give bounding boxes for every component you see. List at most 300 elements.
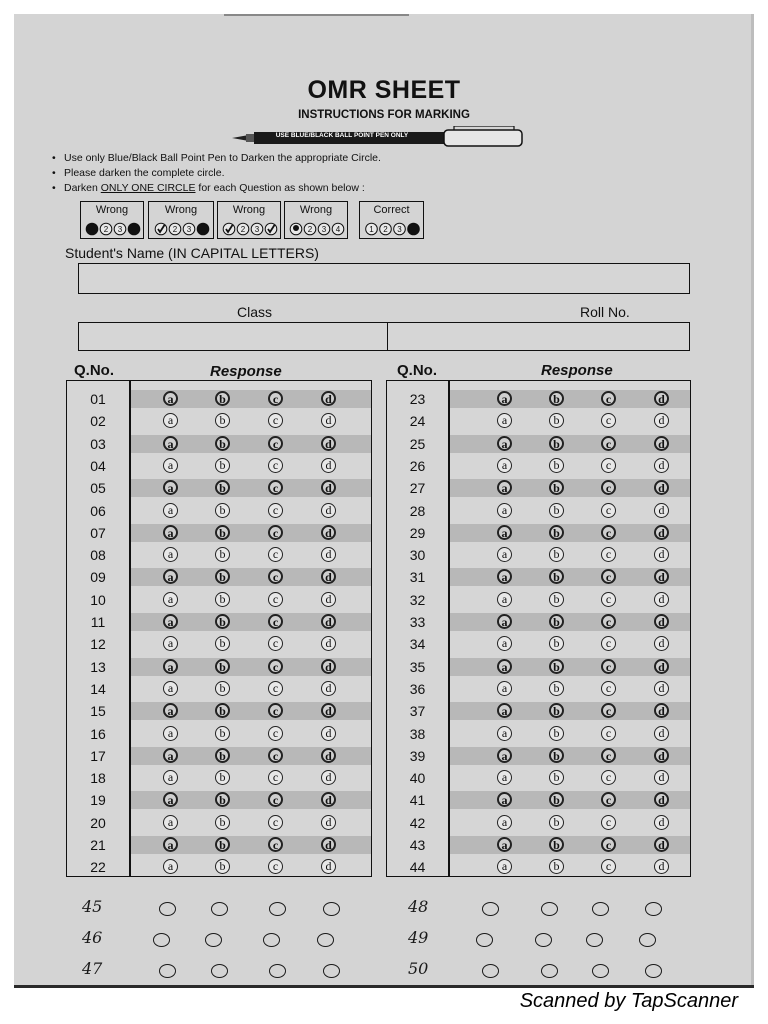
question-row <box>67 433 371 455</box>
option-bubble-d[interactable]: d <box>321 458 336 473</box>
question-number: 32 <box>409 591 426 608</box>
option-bubble-b[interactable]: b <box>549 614 564 629</box>
option-bubble-d[interactable]: d <box>321 659 336 674</box>
option-bubble-c[interactable]: c <box>601 592 616 607</box>
question-row <box>387 678 690 700</box>
question-row <box>387 767 690 789</box>
option-bubble-a[interactable]: a <box>163 748 178 763</box>
option-bubble-a[interactable]: a <box>163 815 178 830</box>
question-number: 40 <box>409 770 426 787</box>
option-bubble-d[interactable]: d <box>654 413 669 428</box>
question-number: 08 <box>90 547 106 564</box>
response-header-right: Response <box>541 362 613 379</box>
option-bubble-a[interactable]: a <box>497 748 512 763</box>
option-bubble-c[interactable]: c <box>601 503 616 518</box>
option-bubble-c[interactable]: c <box>601 837 616 852</box>
question-row <box>67 589 371 611</box>
question-number: 23 <box>409 391 426 407</box>
question-number: 25 <box>409 435 426 452</box>
option-bubble-b[interactable]: b <box>215 391 230 406</box>
option-bubble-b[interactable]: b <box>215 815 230 830</box>
option-bubble-a[interactable]: a <box>163 659 178 674</box>
option-bubble-d[interactable]: d <box>654 792 669 807</box>
option-bubble-d[interactable]: d <box>321 837 336 852</box>
handwritten-bubble[interactable] <box>482 902 499 916</box>
question-number: 43 <box>409 837 426 853</box>
option-bubble-a[interactable]: a <box>497 480 512 495</box>
example-box-1 <box>80 201 144 239</box>
question-row <box>387 789 690 811</box>
question-number: 17 <box>90 747 106 764</box>
question-number: 24 <box>409 413 426 430</box>
question-number: 05 <box>90 480 106 497</box>
example-box-4 <box>284 201 348 239</box>
option-bubble-a[interactable]: a <box>497 726 512 741</box>
option-bubble-b[interactable]: b <box>215 703 230 718</box>
example-circle-number: 2 <box>383 225 388 234</box>
question-row <box>67 745 371 767</box>
question-row <box>67 856 371 878</box>
option-bubble-b[interactable]: b <box>215 525 230 540</box>
question-number: 36 <box>409 680 426 697</box>
example-circle-number: 2 <box>307 225 313 234</box>
option-bubble-b[interactable]: b <box>549 703 564 718</box>
question-number: 33 <box>409 614 426 630</box>
question-number: 42 <box>409 814 426 831</box>
option-bubble-c[interactable]: c <box>268 480 283 495</box>
question-number: 16 <box>90 725 106 742</box>
option-bubble-b[interactable]: b <box>549 503 564 518</box>
question-row <box>67 767 371 789</box>
option-bubble-a[interactable]: a <box>497 681 512 696</box>
top-edge-line <box>224 14 409 16</box>
omr-sheet <box>14 14 754 988</box>
option-bubble-d[interactable]: d <box>654 770 669 785</box>
option-bubble-c[interactable]: c <box>601 458 616 473</box>
option-bubble-c[interactable]: c <box>268 458 283 473</box>
option-bubble-a[interactable]: a <box>163 792 178 807</box>
option-bubble-d[interactable]: d <box>654 436 669 451</box>
question-number: 11 <box>90 614 106 630</box>
option-bubble-c[interactable]: c <box>268 792 283 807</box>
option-bubble-d[interactable]: d <box>654 859 669 874</box>
handwritten-bubble[interactable] <box>159 964 176 978</box>
option-bubble-d[interactable]: d <box>321 792 336 807</box>
option-bubble-d[interactable]: d <box>321 413 336 428</box>
example-circles <box>360 222 425 236</box>
option-bubble-c[interactable]: c <box>268 525 283 540</box>
question-row <box>387 812 690 834</box>
option-bubble-a[interactable]: a <box>163 837 178 852</box>
student-name-field[interactable] <box>78 263 690 294</box>
example-box-5 <box>359 201 424 239</box>
option-bubble-b[interactable]: b <box>549 525 564 540</box>
handwritten-bubble[interactable] <box>205 933 222 947</box>
example-circle <box>408 223 420 235</box>
option-bubble-b[interactable]: b <box>215 726 230 741</box>
option-bubble-b[interactable]: b <box>215 458 230 473</box>
partial-fill-mark <box>293 225 299 231</box>
handwritten-bubble[interactable] <box>541 964 558 978</box>
bottom-edge <box>14 985 754 988</box>
option-bubble-c[interactable]: c <box>601 614 616 629</box>
handwritten-bubble[interactable] <box>159 902 176 916</box>
option-bubble-c[interactable]: c <box>268 413 283 428</box>
option-bubble-c[interactable]: c <box>601 547 616 562</box>
question-row <box>387 455 690 477</box>
option-bubble-a[interactable]: a <box>163 480 178 495</box>
handwritten-bubble[interactable] <box>263 933 280 947</box>
option-bubble-a[interactable]: a <box>163 413 178 428</box>
option-bubble-b[interactable]: b <box>549 748 564 763</box>
option-bubble-d[interactable]: d <box>321 726 336 741</box>
question-number: 06 <box>90 502 106 519</box>
question-row <box>67 700 371 722</box>
question-row <box>67 500 371 522</box>
option-bubble-b[interactable]: b <box>215 413 230 428</box>
option-bubble-d[interactable]: d <box>654 815 669 830</box>
question-number: 30 <box>409 547 426 564</box>
option-bubble-a[interactable]: a <box>497 636 512 651</box>
handwritten-bubble[interactable] <box>541 902 558 916</box>
question-row <box>387 500 690 522</box>
option-bubble-a[interactable]: a <box>497 859 512 874</box>
option-bubble-c[interactable]: c <box>268 815 283 830</box>
example-circle <box>128 223 140 235</box>
option-bubble-a[interactable]: a <box>497 837 512 852</box>
option-bubble-b[interactable]: b <box>215 592 230 607</box>
option-bubble-b[interactable]: b <box>215 770 230 785</box>
example-label: Wrong <box>164 204 198 216</box>
example-circle-number: 3 <box>254 225 260 234</box>
option-bubble-a[interactable]: a <box>163 614 178 629</box>
option-bubble-d[interactable]: d <box>321 525 336 540</box>
option-bubble-d[interactable]: d <box>321 748 336 763</box>
option-bubble-b[interactable]: b <box>549 837 564 852</box>
option-bubble-d[interactable]: d <box>321 636 336 651</box>
option-bubble-d[interactable]: d <box>654 703 669 718</box>
option-bubble-b[interactable]: b <box>549 458 564 473</box>
option-bubble-b[interactable]: b <box>215 636 230 651</box>
question-row <box>67 388 371 410</box>
option-bubble-a[interactable]: a <box>497 525 512 540</box>
question-row <box>67 678 371 700</box>
option-bubble-d[interactable]: d <box>321 436 336 451</box>
option-bubble-c[interactable]: c <box>268 391 283 406</box>
option-bubble-a[interactable]: a <box>163 458 178 473</box>
option-bubble-b[interactable]: b <box>215 503 230 518</box>
option-bubble-c[interactable]: c <box>601 480 616 495</box>
handwritten-bubble[interactable] <box>317 933 334 947</box>
option-bubble-a[interactable]: a <box>163 703 178 718</box>
handwritten-bubble[interactable] <box>476 933 493 947</box>
option-bubble-a[interactable]: a <box>497 592 512 607</box>
option-bubble-b[interactable]: b <box>215 436 230 451</box>
question-number: 01 <box>90 391 106 407</box>
question-number: 28 <box>409 502 426 519</box>
option-bubble-b[interactable]: b <box>549 391 564 406</box>
roll-number-label: Roll No. <box>580 304 630 320</box>
option-bubble-a[interactable]: a <box>163 681 178 696</box>
option-bubble-a[interactable]: a <box>497 815 512 830</box>
question-row <box>67 834 371 856</box>
option-bubble-d[interactable]: d <box>654 592 669 607</box>
option-bubble-d[interactable]: d <box>654 525 669 540</box>
option-bubble-c[interactable]: c <box>601 703 616 718</box>
option-bubble-c[interactable]: c <box>601 391 616 406</box>
option-bubble-b[interactable]: b <box>549 547 564 562</box>
option-bubble-b[interactable]: b <box>549 659 564 674</box>
question-number: 15 <box>90 703 106 720</box>
option-bubble-d[interactable]: d <box>654 614 669 629</box>
option-bubble-d[interactable]: d <box>654 681 669 696</box>
option-bubble-c[interactable]: c <box>601 659 616 674</box>
option-bubble-b[interactable]: b <box>215 480 230 495</box>
example-circle-number: 3 <box>321 225 327 234</box>
example-circle-number: 1 <box>369 225 374 234</box>
option-bubble-a[interactable]: a <box>497 391 512 406</box>
option-bubble-d[interactable]: d <box>321 480 336 495</box>
option-bubble-c[interactable]: c <box>601 748 616 763</box>
option-bubble-b[interactable]: b <box>215 859 230 874</box>
handwritten-bubble[interactable] <box>482 964 499 978</box>
option-bubble-d[interactable]: d <box>654 480 669 495</box>
option-bubble-d[interactable]: d <box>321 703 336 718</box>
option-bubble-a[interactable]: a <box>163 436 178 451</box>
option-bubble-a[interactable]: a <box>497 547 512 562</box>
question-number: 18 <box>90 770 106 787</box>
option-bubble-b[interactable]: b <box>549 636 564 651</box>
question-row <box>387 700 690 722</box>
option-bubble-b[interactable]: b <box>215 659 230 674</box>
question-row <box>67 410 371 432</box>
option-bubble-b[interactable]: b <box>549 681 564 696</box>
example-box-3 <box>217 201 281 239</box>
option-bubble-b[interactable]: b <box>549 569 564 584</box>
pen-label: USE BLUE/BLACK BALL POINT PEN ONLY <box>275 132 409 139</box>
question-row <box>67 544 371 566</box>
option-bubble-d[interactable]: d <box>654 547 669 562</box>
example-box-2 <box>148 201 214 239</box>
option-bubble-a[interactable]: a <box>163 391 178 406</box>
question-number: 09 <box>90 569 106 586</box>
handwritten-bubble[interactable] <box>269 902 286 916</box>
option-bubble-c[interactable]: c <box>601 815 616 830</box>
option-bubble-c[interactable]: c <box>268 503 283 518</box>
option-bubble-a[interactable]: a <box>497 569 512 584</box>
option-bubble-d[interactable]: d <box>321 815 336 830</box>
question-number: 02 <box>90 413 106 430</box>
question-row <box>67 455 371 477</box>
example-circles <box>285 222 349 236</box>
question-number: 19 <box>90 792 106 809</box>
handwritten-bubble[interactable] <box>586 933 603 947</box>
handwritten-bubble[interactable] <box>535 933 552 947</box>
option-bubble-c[interactable]: c <box>601 792 616 807</box>
option-bubble-d[interactable]: d <box>321 592 336 607</box>
option-bubble-b[interactable]: b <box>215 681 230 696</box>
class-field[interactable] <box>78 322 389 351</box>
response-header-left: Response <box>210 363 282 380</box>
option-bubble-a[interactable]: a <box>163 547 178 562</box>
option-bubble-d[interactable]: d <box>321 859 336 874</box>
option-bubble-d[interactable]: d <box>321 770 336 785</box>
option-bubble-b[interactable]: b <box>549 436 564 451</box>
option-bubble-c[interactable]: c <box>268 770 283 785</box>
question-row <box>67 723 371 745</box>
question-row <box>387 433 690 455</box>
option-bubble-a[interactable]: a <box>497 413 512 428</box>
handwritten-bubble[interactable] <box>592 964 609 978</box>
option-bubble-c[interactable]: c <box>601 636 616 651</box>
option-bubble-d[interactable]: d <box>654 569 669 584</box>
handwritten-bubble[interactable] <box>323 902 340 916</box>
option-bubble-a[interactable]: a <box>163 636 178 651</box>
question-row <box>387 566 690 588</box>
option-bubble-b[interactable]: b <box>549 792 564 807</box>
handwritten-question-number: 47 <box>82 959 103 978</box>
question-row <box>387 834 690 856</box>
option-bubble-c[interactable]: c <box>601 726 616 741</box>
option-bubble-d[interactable]: d <box>654 503 669 518</box>
option-bubble-a[interactable]: a <box>497 770 512 785</box>
option-bubble-a[interactable]: a <box>497 503 512 518</box>
option-bubble-d[interactable]: d <box>654 636 669 651</box>
option-bubble-a[interactable]: a <box>497 614 512 629</box>
option-bubble-b[interactable]: b <box>549 413 564 428</box>
example-circle-number: 2 <box>172 225 178 234</box>
question-number: 12 <box>90 636 106 653</box>
student-name-label: Student's Name (IN CAPITAL LETTERS) <box>65 245 319 261</box>
option-bubble-d[interactable]: d <box>654 391 669 406</box>
option-bubble-d[interactable]: d <box>654 458 669 473</box>
option-bubble-a[interactable]: a <box>497 659 512 674</box>
option-bubble-c[interactable]: c <box>268 659 283 674</box>
option-bubble-d[interactable]: d <box>654 837 669 852</box>
option-bubble-d[interactable]: d <box>321 547 336 562</box>
option-bubble-b[interactable]: b <box>549 726 564 741</box>
option-bubble-c[interactable]: c <box>268 726 283 741</box>
option-bubble-b[interactable]: b <box>549 592 564 607</box>
option-bubble-d[interactable]: d <box>321 391 336 406</box>
option-bubble-c[interactable]: c <box>268 614 283 629</box>
question-row <box>67 789 371 811</box>
question-row <box>67 477 371 499</box>
option-bubble-c[interactable]: c <box>601 770 616 785</box>
option-bubble-a[interactable]: a <box>163 859 178 874</box>
option-bubble-c[interactable]: c <box>601 681 616 696</box>
handwritten-bubble[interactable] <box>211 964 228 978</box>
handwritten-bubble[interactable] <box>592 902 609 916</box>
question-number: 41 <box>409 792 426 809</box>
handwritten-question-number: 45 <box>82 897 103 916</box>
question-number: 37 <box>409 703 426 720</box>
scanner-watermark: Scanned by TapScanner <box>519 990 738 1012</box>
option-bubble-a[interactable]: a <box>497 458 512 473</box>
option-bubble-a[interactable]: a <box>163 770 178 785</box>
option-bubble-b[interactable]: b <box>549 770 564 785</box>
option-bubble-c[interactable]: c <box>268 681 283 696</box>
option-bubble-c[interactable]: c <box>268 703 283 718</box>
option-bubble-c[interactable]: c <box>268 592 283 607</box>
option-bubble-b[interactable]: b <box>215 748 230 763</box>
option-bubble-b[interactable]: b <box>215 547 230 562</box>
handwritten-bubble[interactable] <box>211 902 228 916</box>
qno-header-right: Q.No. <box>397 362 437 379</box>
option-bubble-c[interactable]: c <box>601 413 616 428</box>
option-bubble-c[interactable]: c <box>268 837 283 852</box>
handwritten-question-number: 50 <box>408 959 429 978</box>
option-bubble-b[interactable]: b <box>215 569 230 584</box>
option-bubble-d[interactable]: d <box>654 748 669 763</box>
instruction-2: • Please darken the complete circle. <box>52 167 225 179</box>
handwritten-bubble[interactable] <box>269 964 286 978</box>
option-bubble-c[interactable]: c <box>601 436 616 451</box>
question-number: 27 <box>409 480 426 497</box>
question-row <box>387 723 690 745</box>
option-bubble-b[interactable]: b <box>215 614 230 629</box>
option-bubble-a[interactable]: a <box>163 503 178 518</box>
handwritten-bubble[interactable] <box>645 964 662 978</box>
option-bubble-a[interactable]: a <box>163 726 178 741</box>
question-number: 31 <box>409 569 426 586</box>
option-bubble-b[interactable]: b <box>215 792 230 807</box>
option-bubble-c[interactable]: c <box>268 436 283 451</box>
option-bubble-d[interactable]: d <box>654 659 669 674</box>
option-bubble-c[interactable]: c <box>268 547 283 562</box>
option-bubble-d[interactable]: d <box>321 681 336 696</box>
option-bubble-c[interactable]: c <box>601 525 616 540</box>
option-bubble-a[interactable]: a <box>497 703 512 718</box>
example-circle-number: 3 <box>117 225 123 234</box>
option-bubble-c[interactable]: c <box>268 859 283 874</box>
handwritten-bubble[interactable] <box>639 933 656 947</box>
handwritten-bubble[interactable] <box>323 964 340 978</box>
example-circle-number: 4 <box>335 225 341 234</box>
right-edge <box>751 14 754 988</box>
option-bubble-d[interactable]: d <box>654 726 669 741</box>
option-bubble-c[interactable]: c <box>601 859 616 874</box>
option-bubble-d[interactable]: d <box>321 614 336 629</box>
option-bubble-b[interactable]: b <box>549 815 564 830</box>
option-bubble-a[interactable]: a <box>163 592 178 607</box>
question-row <box>387 589 690 611</box>
question-number: 14 <box>90 680 106 697</box>
option-bubble-b[interactable]: b <box>549 480 564 495</box>
option-bubble-a[interactable]: a <box>163 569 178 584</box>
option-bubble-a[interactable]: a <box>163 525 178 540</box>
handwritten-bubble[interactable] <box>153 933 170 947</box>
option-bubble-c[interactable]: c <box>268 636 283 651</box>
question-row <box>67 611 371 633</box>
option-bubble-b[interactable]: b <box>215 837 230 852</box>
handwritten-question-number: 46 <box>82 928 103 947</box>
option-bubble-b[interactable]: b <box>549 859 564 874</box>
option-bubble-d[interactable]: d <box>321 569 336 584</box>
option-bubble-a[interactable]: a <box>497 792 512 807</box>
question-row <box>67 633 371 655</box>
sheet-title: OMR SHEET <box>307 76 461 104</box>
option-bubble-c[interactable]: c <box>268 748 283 763</box>
question-row <box>387 410 690 432</box>
option-bubble-c[interactable]: c <box>268 569 283 584</box>
handwritten-bubble[interactable] <box>645 902 662 916</box>
instruction-3: • Darken ONLY ONE CIRCLE for each Question as shown below : <box>52 182 365 194</box>
option-bubble-c[interactable]: c <box>601 569 616 584</box>
option-bubble-a[interactable]: a <box>497 436 512 451</box>
option-bubble-d[interactable]: d <box>321 503 336 518</box>
roll-number-field[interactable] <box>387 322 690 351</box>
